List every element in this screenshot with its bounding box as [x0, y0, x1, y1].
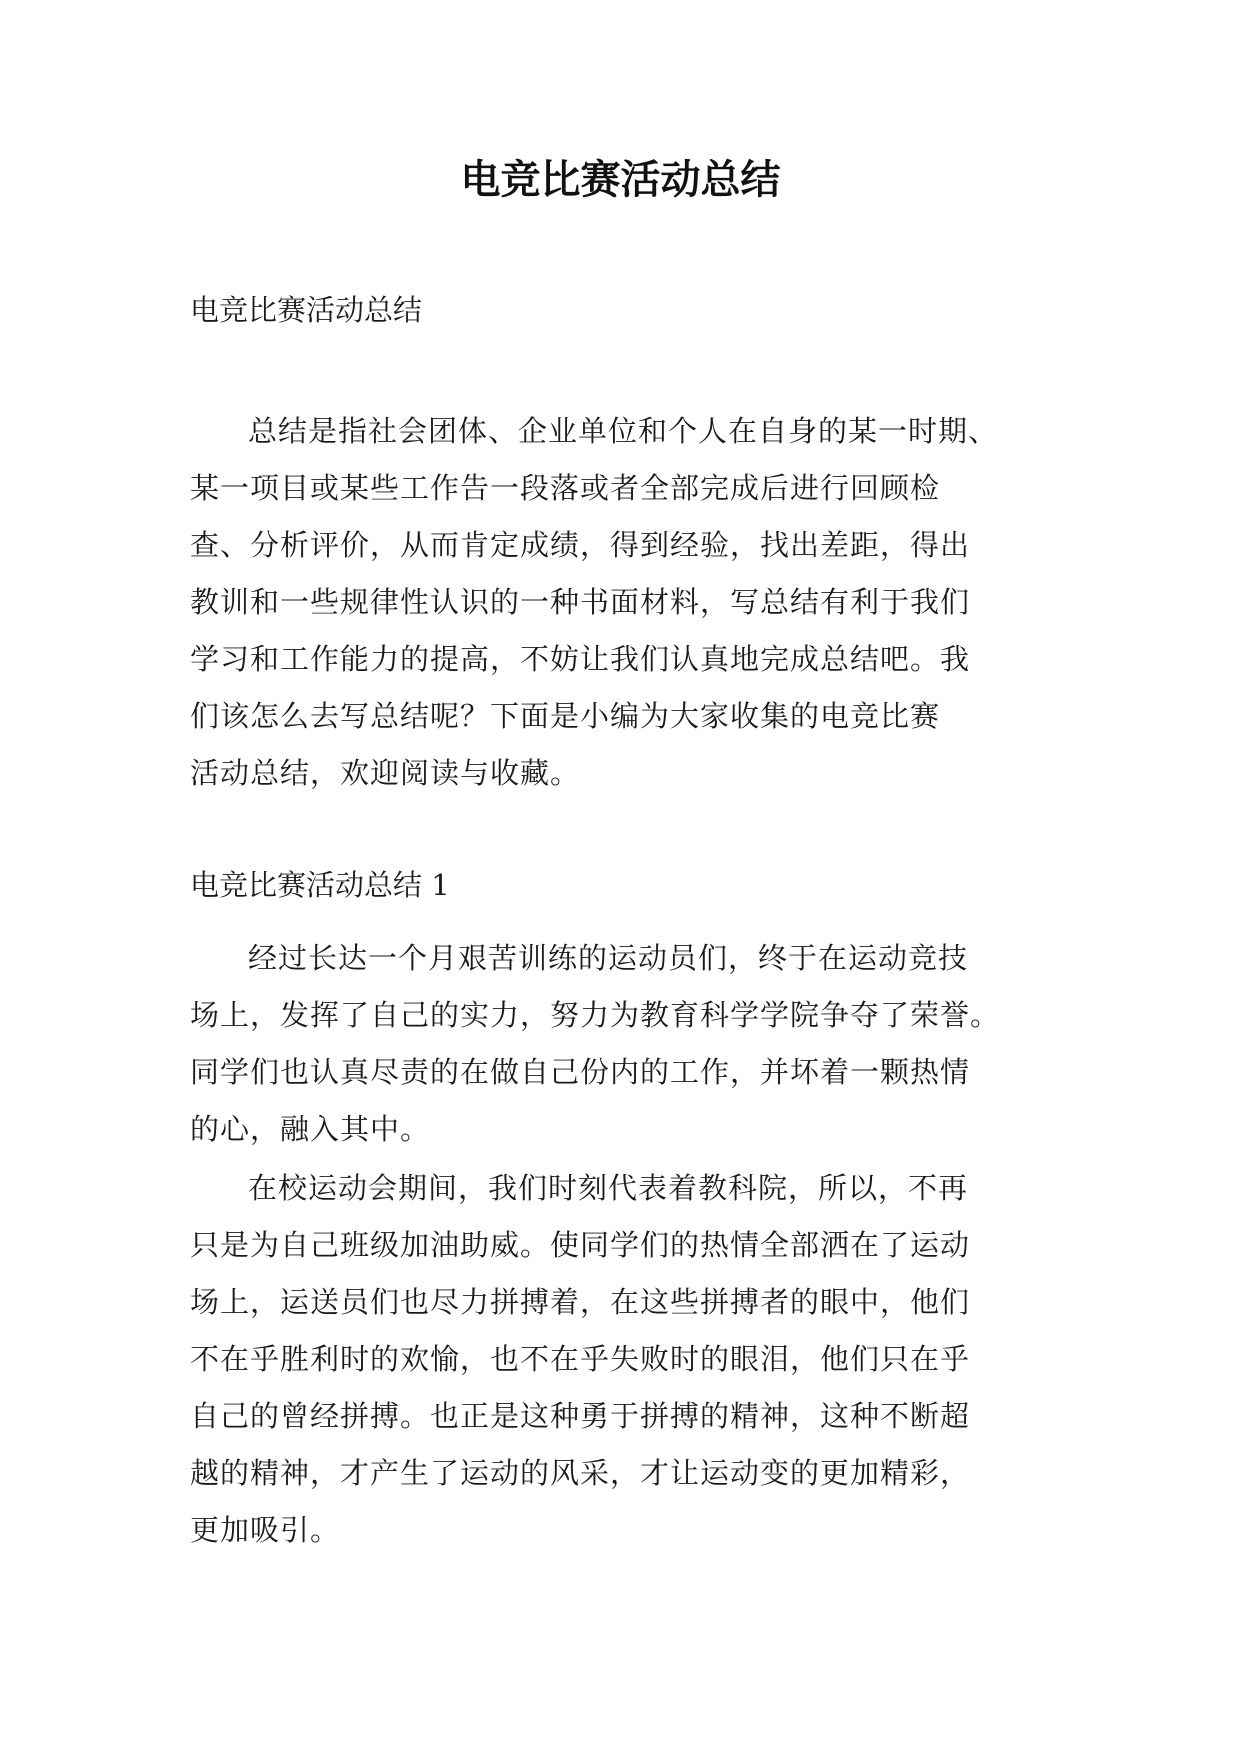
intro-paragraph — [190, 403, 1050, 802]
paragraph-line: 更加吸引。 — [190, 1513, 341, 1547]
paragraph-line: 经过长达一个月艰苦训练的运动员们，终于在运动竞技 — [248, 941, 969, 975]
intro-line: 活动总结，欢迎阅读与收藏。 — [190, 756, 581, 790]
document-title: 电竞比赛活动总结 — [460, 157, 781, 203]
paragraph-line: 场上，发挥了自己的实力，努力为教育科学学院争夺了荣誉。 — [190, 998, 1001, 1032]
paragraph-line: 只是为自己班级加油助威。使同学们的热情全部洒在了运动 — [190, 1228, 971, 1262]
paragraph-line: 同学们也认真尽责的在做自己份内的工作，并坏着一颗热情 — [190, 1055, 971, 1089]
intro-line: 某一项目或某些工作告一段落或者全部完成后进行回顾检 — [190, 471, 941, 505]
document-subtitle: 电竞比赛活动总结 — [190, 293, 423, 327]
paragraph-line: 的心，融入其中。 — [190, 1112, 431, 1146]
body-paragraph-1 — [190, 930, 1050, 1158]
intro-line: 总结是指社会团体、企业单位和个人在自身的某一时期、 — [248, 414, 999, 448]
intro-line: 查、分析评价，从而肯定成绩，得到经验，找出差距，得出 — [190, 528, 971, 562]
paragraph-line: 场上，运送员们也尽力拼搏着，在这些拼搏者的眼中，他们 — [190, 1285, 971, 1319]
paragraph-line: 越的精神，才产生了运动的风采，才让运动变的更加精彩， — [190, 1456, 971, 1490]
paragraph-line: 自己的曾经拼搏。也正是这种勇于拼搏的精神，这种不断超 — [190, 1399, 971, 1433]
paragraph-line: 不在乎胜利时的欢愉，也不在乎失败时的眼泪，他们只在乎 — [190, 1342, 971, 1376]
intro-line: 学习和工作能力的提高，不妨让我们认真地完成总结吧。我 — [190, 642, 971, 676]
section-heading: 电竞比赛活动总结 1 — [190, 868, 450, 902]
paragraph-line: 在校运动会期间，我们时刻代表着教科院，所以，不再 — [248, 1171, 969, 1205]
intro-line: 们该怎么去写总结呢？下面是小编为大家收集的电竞比赛 — [190, 699, 941, 733]
body-paragraph-2 — [190, 1160, 1050, 1559]
intro-line: 教训和一些规律性认识的一种书面材料，写总结有利于我们 — [190, 585, 971, 619]
